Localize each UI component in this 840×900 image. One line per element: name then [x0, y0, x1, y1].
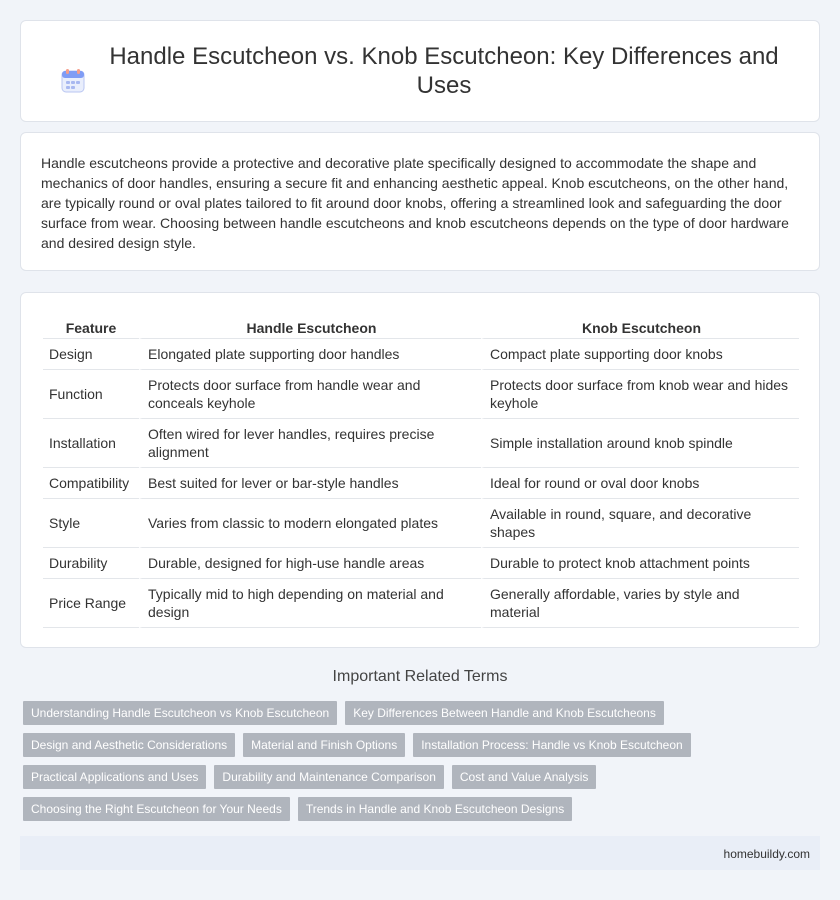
tag-row — [23, 733, 803, 757]
footer — [20, 836, 820, 870]
table-row — [43, 468, 799, 499]
intro-card — [20, 132, 820, 271]
table-cell-knob: Generally affordable, varies by style and material — [481, 579, 799, 628]
table-cell-handle: Often wired for lever handles, requires precise alignment — [139, 419, 481, 468]
related-term-tag[interactable]: Design and Aesthetic Considerations — [23, 733, 235, 757]
table-cell-feature: Durability — [43, 548, 139, 579]
footer-site[interactable]: homebuildy.com — [723, 847, 810, 861]
header-feature: Feature — [43, 315, 139, 339]
table-row — [43, 579, 799, 628]
table-cell-knob: Available in round, square, and decorative shapes — [481, 499, 799, 548]
table-header-row — [43, 315, 799, 339]
tag-row — [23, 765, 803, 789]
header-handle-escutcheon: Handle Escutcheon — [139, 315, 481, 339]
related-term-tag[interactable]: Durability and Maintenance Comparison — [214, 765, 443, 789]
table-row — [43, 499, 799, 548]
table-cell-knob: Ideal for round or oval door knobs — [481, 468, 799, 499]
related-terms-title: Important Related Terms — [332, 668, 508, 685]
tag-row — [23, 701, 803, 725]
table-cell-knob: Durable to protect knob attachment points — [481, 548, 799, 579]
title-wrap — [60, 42, 780, 100]
table-cell-handle: Varies from classic to modern elongated plates — [139, 499, 481, 548]
table-cell-handle: Best suited for lever or bar-style handles — [139, 468, 481, 499]
related-term-tag[interactable]: Practical Applications and Uses — [23, 765, 206, 789]
table-cell-feature: Style — [43, 499, 139, 548]
related-terms-list — [23, 701, 803, 829]
table-cell-handle: Durable, designed for high-use handle areas — [139, 548, 481, 579]
table-cell-handle: Elongated plate supporting door handles — [139, 339, 481, 370]
table-cell-feature: Function — [43, 370, 139, 419]
related-term-tag[interactable]: Understanding Handle Escutcheon vs Knob Escutcheon — [23, 701, 337, 725]
table-cell-knob: Protects door surface from knob wear and hides keyhole — [481, 370, 799, 419]
table-cell-feature: Design — [43, 339, 139, 370]
table-row — [43, 370, 799, 419]
table-cell-feature: Installation — [43, 419, 139, 468]
tag-row — [23, 797, 803, 821]
table-row — [43, 419, 799, 468]
calendar-icon — [60, 68, 86, 94]
table-cell-handle: Protects door surface from handle wear and conceals keyhole — [139, 370, 481, 419]
comparison-table — [43, 315, 799, 628]
related-term-tag[interactable]: Material and Finish Options — [243, 733, 405, 757]
related-term-tag[interactable]: Key Differences Between Handle and Knob Escutcheons — [345, 701, 664, 725]
page-title: Handle Escutcheon vs. Knob Escutcheon: Key Differences and Uses — [109, 43, 779, 99]
table-row — [43, 339, 799, 370]
comparison-table-card — [20, 292, 820, 648]
table-row — [43, 548, 799, 579]
table-cell-knob: Simple installation around knob spindle — [481, 419, 799, 468]
table-cell-feature: Price Range — [43, 579, 139, 628]
intro-text: Handle escutcheons provide a protective and decorative plate specifically designed to accommodate the shape and mechanics of door handles, ensuring a secure fit and enhancing aesthetic appeal. Knob escutcheons, on the other hand, are typically round or oval plates tailored to fit around door knobs, offering a streamlined look and safeguarding the door surface from wear. Choosing between handle escutcheons and knob escutcheons depends on the type of door hardware and desired design style. — [41, 155, 789, 251]
table-cell-feature: Compatibility — [43, 468, 139, 499]
related-term-tag[interactable]: Trends in Handle and Knob Escutcheon Designs — [298, 797, 572, 821]
header-card — [20, 20, 820, 122]
header-knob-escutcheon: Knob Escutcheon — [481, 315, 799, 339]
related-term-tag[interactable]: Installation Process: Handle vs Knob Escutcheon — [413, 733, 690, 757]
related-term-tag[interactable]: Cost and Value Analysis — [452, 765, 597, 789]
table-cell-handle: Typically mid to high depending on material and design — [139, 579, 481, 628]
table-cell-knob: Compact plate supporting door knobs — [481, 339, 799, 370]
related-term-tag[interactable]: Choosing the Right Escutcheon for Your Needs — [23, 797, 290, 821]
